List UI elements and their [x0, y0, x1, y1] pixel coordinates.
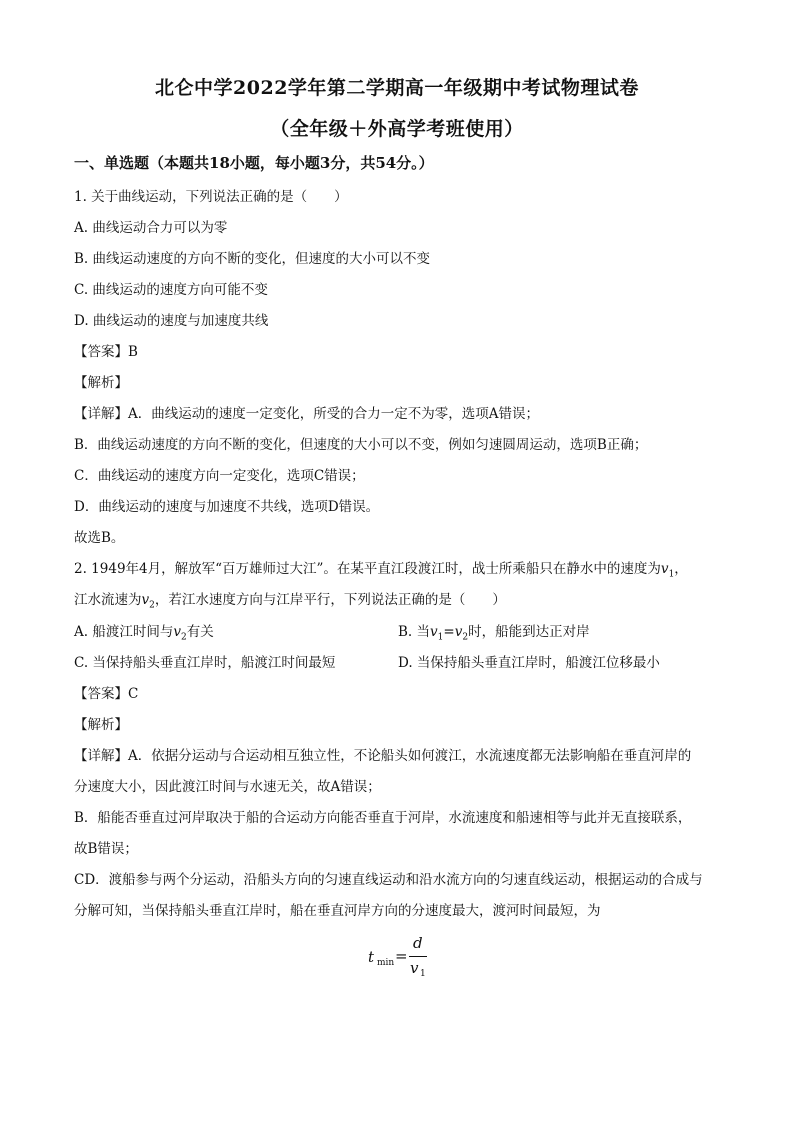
v-symbol: v [660, 561, 669, 577]
q2-detail-1: 【详解】A．依据分运动与合运动相互独立性，不论船头如何渡江，水流速度都无法影响船在垂直河岸的 [74, 748, 692, 764]
q2-option-b [398, 620, 590, 643]
page-title: 北仑中学2022学年第二学期高一年级期中考试物理试卷 [155, 77, 639, 99]
q1-detail-1: 【详解】A．曲线运动的速度一定变化，所受的合力一定不为零，选项A错误； [74, 406, 539, 422]
q1-option-b: B. 曲线运动速度的方向不断的变化，但速度的大小可以不变 [74, 251, 431, 267]
v-symbol: v [454, 624, 463, 640]
v-symbol: v [141, 592, 150, 608]
q2-detail-5: CD．渡船参与两个分运动，沿船头方向的匀速直线运动和沿水流方向的匀速直线运动，根据运动的合成与 [74, 872, 703, 888]
q1-detail-4: D．曲线运动的速度与加速度不共线，选项D错误。 [74, 499, 380, 515]
q1-option-d: D. 曲线运动的速度与加速度共线 [74, 313, 269, 329]
v-symbol: v [173, 624, 181, 640]
q1-option-a: A. 曲线运动合力可以为零 [74, 220, 228, 236]
formula-tmin [368, 936, 438, 984]
subscript-2: 2 [149, 600, 155, 611]
formula-denominator-subscript: 1 [420, 969, 426, 979]
q2-option-b-tail: 时，船能到达正对岸 [468, 624, 590, 640]
q1-detail-3: C．曲线运动的速度方向一定变化，选项C错误； [74, 468, 365, 484]
q2-stem-line2 [74, 588, 506, 611]
q2-analysis-tag: 【解析】 [74, 717, 128, 733]
subscript-1: 1 [668, 569, 675, 580]
q1-answer: 【答案】B [74, 344, 138, 360]
q2-stem-text-3: ，若江水速度方向与江岸平行，下列说法正确的是（ ） [154, 592, 506, 608]
q2-stem-text-1: 2. 1949年4月，解放军“百万雄师过大江”。在某平直江段渡江时，战士所乘船只在静水中的速度为 [74, 561, 661, 577]
page-subtitle: （全年级＋外高学考班使用） [270, 118, 524, 140]
q2-detail-2: 分速度大小，因此渡江时间与水速无关，故A错误； [74, 779, 381, 795]
formula-numerator: d [413, 934, 423, 952]
q2-option-a-tail: 有关 [186, 624, 214, 640]
subscript-2: 2 [180, 632, 187, 643]
q1-detail-2: B．曲线运动速度的方向不断的变化，但速度的大小可以不变，例如匀速圆周运动，选项B正确； [74, 437, 648, 453]
q1-stem: 1. 关于曲线运动，下列说法正确的是（ ） [74, 189, 348, 205]
q2-option-d: D. 当保持船头垂直江岸时，船渡江位移最小 [398, 655, 660, 671]
q2-stem-line1 [74, 557, 688, 580]
q2-option-c: C. 当保持船头垂直江岸时，船渡江时间最短 [74, 655, 336, 671]
fraction-bar [409, 956, 427, 957]
formula-denominator: v [410, 959, 419, 977]
q2-detail-3: B．船能否垂直过河岸取决于船的合运动方向能否垂直于河岸，水流速度和船速相等与此并无直接联系， [74, 810, 692, 826]
q2-answer: 【答案】C [74, 686, 139, 702]
v-symbol: v [430, 624, 438, 640]
q1-analysis-tag: 【解析】 [74, 375, 128, 391]
q2-option-a [74, 620, 214, 643]
subscript-2: 2 [462, 632, 469, 643]
q2-stem-text-2: 江水流速为 [74, 592, 142, 608]
formula-equals: = [395, 947, 408, 965]
equals-sign: = [443, 624, 455, 640]
q2-detail-4: 故B错误； [74, 841, 138, 857]
formula-t: t [368, 948, 375, 966]
q2-option-b-text: B. 当 [398, 624, 431, 640]
q2-detail-6: 分解可知，当保持船头垂直江岸时，船在垂直河岸方向的分速度最大，渡河时间最短，为 [74, 903, 601, 919]
comma: ， [674, 561, 688, 577]
q2-option-a-text: A. 船渡江时间与 [74, 624, 174, 640]
section-heading: 一、单选题（本题共18小题，每小题3分，共54分。） [74, 154, 434, 172]
formula-t-subscript: min [377, 958, 395, 968]
subscript-1: 1 [437, 632, 444, 643]
q1-conclusion: 故选B。 [74, 530, 125, 546]
q1-option-c: C. 曲线运动的速度方向可能不变 [74, 282, 268, 298]
